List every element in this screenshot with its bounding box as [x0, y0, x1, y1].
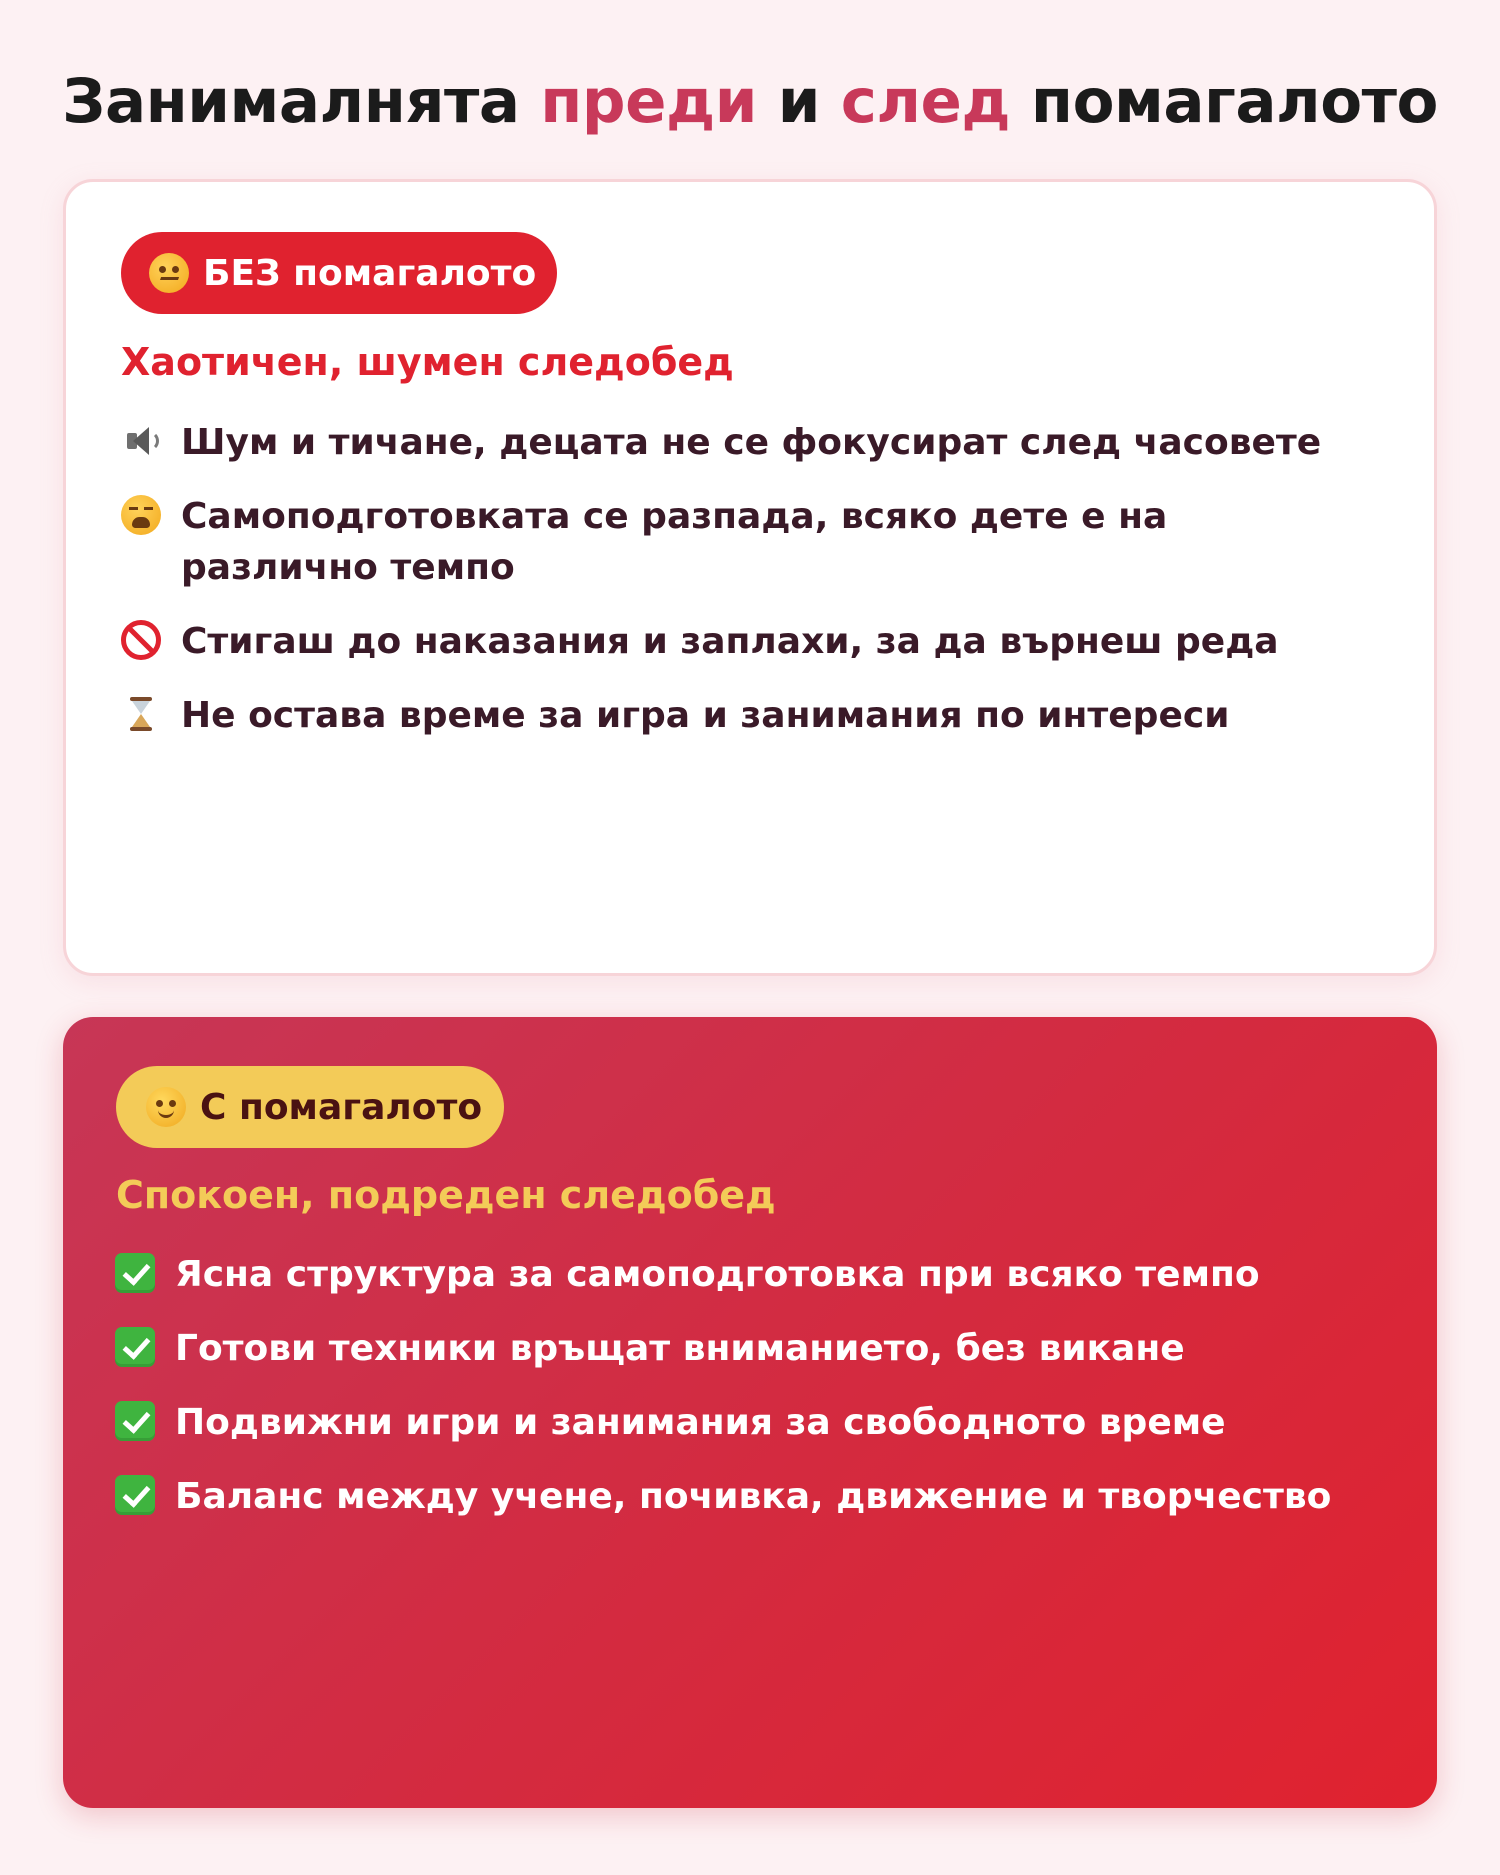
list-item-text: Баланс между учене, почивка, движение и творчество [175, 1476, 1332, 1517]
list-item [115, 1249, 1375, 1300]
no-entry-icon [121, 620, 161, 660]
list-item-text: Ясна структура за самоподготовка при всяко темпо [175, 1254, 1260, 1295]
list-item-text: Подвижни игри и занимания за свободното време [175, 1402, 1226, 1443]
page-title [0, 66, 1500, 137]
list-item-text: Стигаш до наказания и заплахи, за да върнеш реда [181, 621, 1279, 662]
list-item [115, 1471, 1375, 1522]
before-subtitle: Хаотичен, шумен следобед [121, 340, 734, 384]
check-icon [115, 1253, 155, 1293]
list-item-text: Готови техники връщат вниманието, без викане [175, 1328, 1185, 1369]
check-icon [115, 1327, 155, 1367]
before-badge-label: БЕЗ помагалото [203, 252, 537, 294]
check-icon [115, 1475, 155, 1515]
after-badge-label: С помагалото [200, 1086, 483, 1128]
list-item [121, 491, 1371, 593]
title-part-2: и [756, 66, 841, 137]
smiling-face-icon [146, 1087, 186, 1127]
list-item [121, 417, 1371, 468]
check-icon [115, 1401, 155, 1441]
speaker-icon [121, 421, 161, 461]
title-accent-after: след [840, 66, 1011, 137]
list-item [115, 1323, 1375, 1374]
list-item [121, 690, 1371, 741]
list-item [121, 616, 1371, 667]
after-list [115, 1249, 1375, 1545]
after-card [63, 1017, 1437, 1808]
title-part-3: помагалото [1010, 66, 1438, 137]
confounded-face-icon [149, 253, 189, 293]
list-item-text: Шум и тичане, децата не се фокусират след часовете [181, 422, 1322, 463]
list-item-text: Не остава време за игра и занимания по интереси [181, 695, 1230, 736]
tired-face-icon [121, 495, 161, 535]
title-accent-before: преди [540, 66, 757, 137]
before-badge [121, 232, 557, 314]
before-card [63, 179, 1437, 976]
before-list [121, 417, 1371, 764]
after-subtitle: Спокоен, подреден следобед [116, 1173, 776, 1217]
after-badge [116, 1066, 504, 1148]
list-item [115, 1397, 1375, 1448]
hourglass-icon [121, 694, 161, 734]
list-item-text: Самоподготовката се разпада, всяко дете е на различно темпо [181, 496, 1168, 588]
title-part-1: Занималнята [62, 66, 541, 137]
